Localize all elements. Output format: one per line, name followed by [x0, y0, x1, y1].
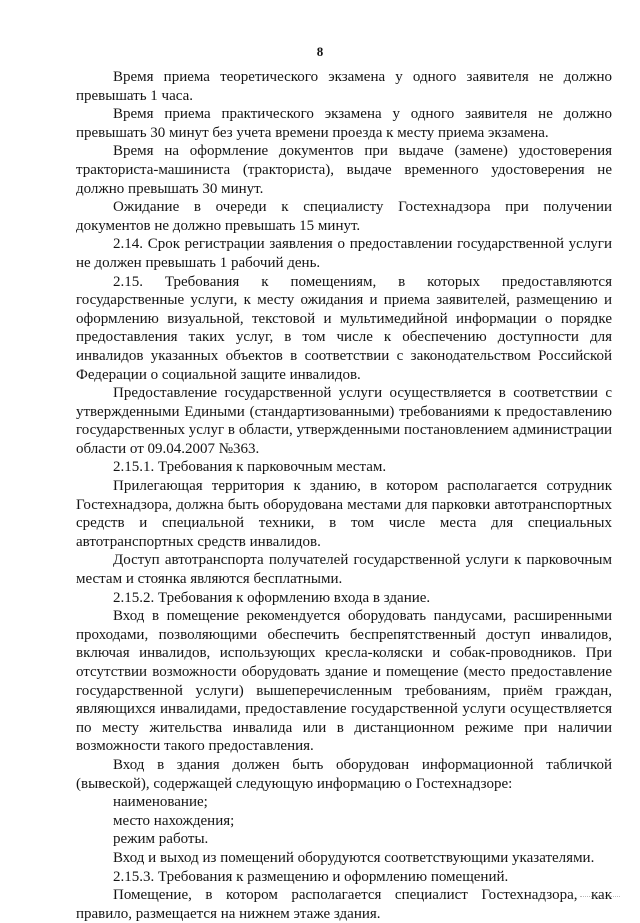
- list-item: режим работы.: [113, 831, 209, 848]
- paragraph: Вход в здания должен быть оборудован информационной табличкой (вывеской), содержащей следующую информацию о Гостехнадзоре:: [76, 756, 612, 792]
- scan-artifact: [580, 892, 620, 897]
- paragraph: Прилегающая территория к зданию, в котором располагается сотрудник Гостехнадзора, должна быть оборудована местами для парковки автотранспортных средств и специальной техники, в том числе места для специальных автотранспортных средств инвалидов.: [76, 478, 612, 550]
- page-number: 8: [316, 44, 324, 59]
- paragraph: Вход в помещение рекомендуется оборудовать пандусами, расширенными проходами, позволяющими обеспечить беспрепятственный доступ инвалидов, включая инвалидов, использующих кресла-коляски и собак-проводников. При отсутствии возможности оборудовать здание и помещение (место предоставление государственной услуги) вышеперечисленным требованиям, приём граждан, являющихся инвалидами, предоставление государственной услуги осуществляется по месту жительства инвалида или в дистанционном режиме при наличии возможности такого предоставления.: [76, 608, 612, 755]
- section-2-15: 2.15. Требования к помещениям, в которых предоставляются государственные услуги, к месту ожидания и приема заявителей, размещению и оформлению визуальной, текстовой и мультимедийной информации о порядке предоставления таких услуг, в том числе к обеспечению доступности для инвалидов указанных объектов в соответствии с законодательством Российской Федерации о социальной защите инвалидов.: [76, 273, 612, 383]
- paragraph: Ожидание в очереди к специалисту Гостехнадзора при получении документов не должно превышать 15 минут.: [76, 199, 612, 234]
- section-2-15-3-heading: 2.15.3. Требования к размещению и оформлению помещений.: [113, 868, 509, 885]
- paragraph: Помещение, в котором располагается специалист Гостехнадзора, как правило, размещается на нижнем этаже здания.: [76, 887, 612, 922]
- section-2-15-2-heading: 2.15.2. Требования к оформлению входа в здание.: [113, 589, 431, 606]
- list-item: наименование;: [113, 794, 208, 811]
- paragraph: Доступ автотранспорта получателей государственной услуги к парковочным местам и стоянка являются бесплатными.: [76, 552, 612, 588]
- list-item: место нахождения;: [113, 812, 235, 829]
- paragraph: Вход и выход из помещений оборудуются соответствующими указателями.: [113, 849, 595, 866]
- section-2-15-1-heading: 2.15.1. Требования к парковочным местам.: [113, 459, 387, 476]
- document-body: [76, 68, 612, 923]
- paragraph: Время приема теоретического экзамена у одного заявителя не должно превышать 1 часа.: [76, 69, 612, 104]
- section-2-14: 2.14. Срок регистрации заявления о предоставлении государственной услуги не должен превышать 1 рабочий день.: [76, 236, 612, 271]
- paragraph: Предоставление государственной услуги осуществляется в соответствии с утвержденными Едиными (стандартизованными) требованиями к предоставлению государственных услуг в области, утвержденными постановлением администрации области от 09.04.2007 №363.: [76, 385, 612, 457]
- paragraph: Время приема практического экзамена у одного заявителя не должно превышать 30 минут без учета времени проезда к месту приема экзамена.: [76, 106, 612, 141]
- paragraph: Время на оформление документов при выдаче (замене) удостоверения тракториста-машиниста (тракториста), выдаче временного удостоверения не должно превышать 30 минут.: [76, 143, 612, 197]
